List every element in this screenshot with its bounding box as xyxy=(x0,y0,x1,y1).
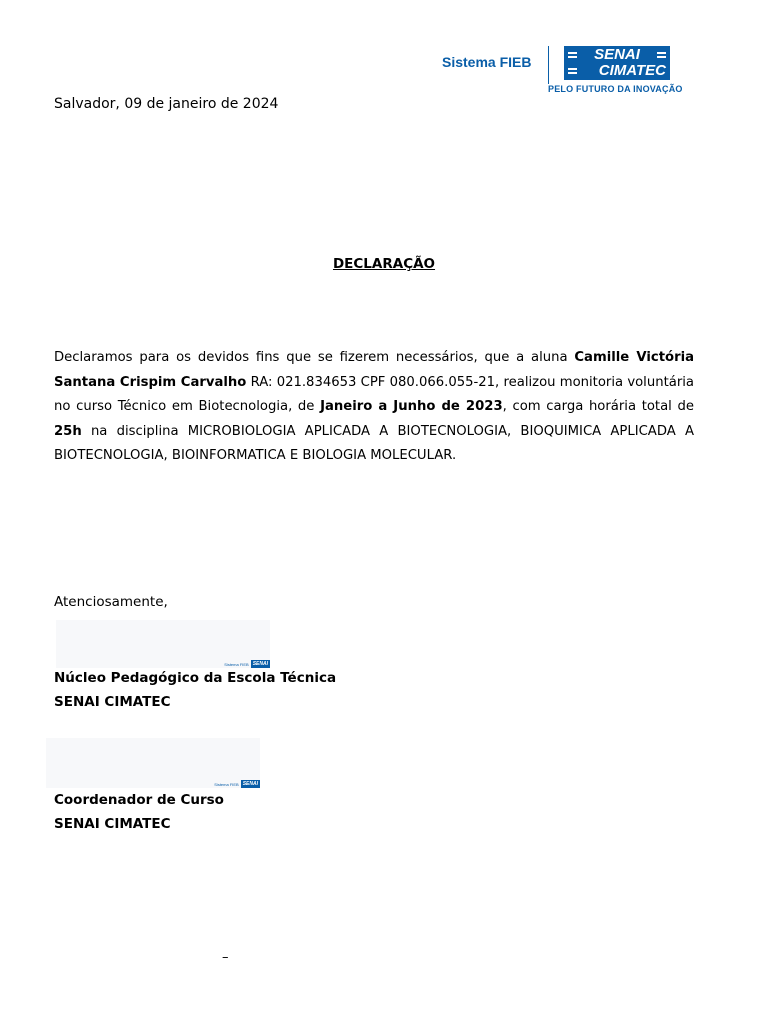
stamp-system-label: Sistema FIEB xyxy=(224,661,249,667)
footer-mark: – xyxy=(222,950,229,965)
date-line: Salvador, 09 de janeiro de 2024 xyxy=(54,96,279,112)
body-text-4: na disciplina MICROBIOLOGIA APLICADA A BIOTECNOLOGIA, BIOQUIMICA APLICADA A BIOTECNOLOGIA, BIOINFORMATICA E BIOLOGIA MOLECULAR. xyxy=(54,423,694,463)
logo-bars-icon xyxy=(657,52,666,58)
logo-bars-icon xyxy=(568,68,577,74)
signatory-organization: SENAI CIMATEC xyxy=(54,694,171,710)
student-name: Camille Victória Santana Crispim Carvalho xyxy=(54,350,694,390)
signature-stamp-logo xyxy=(214,780,260,788)
signatory-name: Núcleo Pedagógico da Escola Técnica xyxy=(54,670,337,686)
declaration-paragraph xyxy=(54,346,694,469)
signature-area xyxy=(46,738,260,788)
header-logo xyxy=(440,44,700,100)
stamp-brand: SENAI xyxy=(252,661,268,667)
monitoring-period: Janeiro a Junho de 2023 xyxy=(320,399,503,414)
logo-brand-line2: CIMATEC xyxy=(598,62,666,79)
total-hours: 25h xyxy=(54,423,82,439)
logo-divider xyxy=(548,46,549,84)
stamp-brand: SENAI xyxy=(242,781,258,787)
signature-stamp-logo xyxy=(224,660,270,668)
body-text-2: RA: 021.834653 CPF 080.066.055-21, realizou monitoria voluntária no curso Técnico em Biotecnologia, de xyxy=(54,374,694,414)
document-title: DECLARAÇÃO xyxy=(332,256,436,272)
stamp-system-label: Sistema FIEB xyxy=(214,781,239,787)
signatory-name: Coordenador de Curso xyxy=(54,792,224,808)
logo-bars-icon xyxy=(568,52,577,58)
logo-slogan: PELO FUTURO DA INOVAÇÃO xyxy=(548,84,683,94)
sistema-fieb-label: Sistema FIEB xyxy=(442,54,532,70)
body-text-3: , com carga horária total de xyxy=(502,399,694,414)
senai-cimatec-logo xyxy=(564,46,670,80)
signatory-organization: SENAI CIMATEC xyxy=(54,816,171,832)
closing-line: Atenciosamente, xyxy=(54,594,168,610)
body-text-1: Declaramos para os devidos fins que se fizerem necessários, que a aluna xyxy=(54,350,575,365)
signature-area xyxy=(56,620,270,668)
logo-brand-line1: SENAI xyxy=(594,46,640,63)
